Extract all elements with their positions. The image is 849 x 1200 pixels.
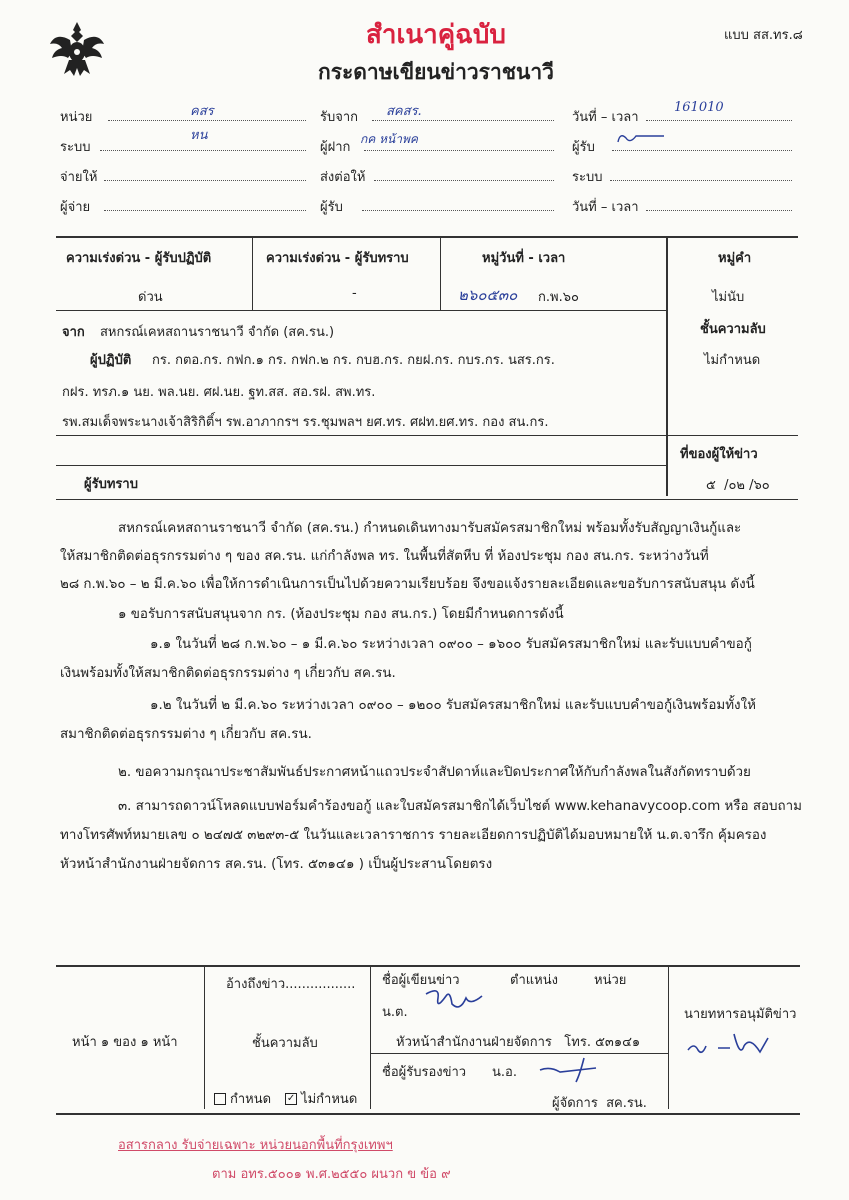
receiver2-label: ผู้รับ: [320, 200, 343, 215]
info-addressees-label: ผู้รับทราบ: [84, 477, 138, 492]
body-p5: ๒. ขอความกรุณาประชาสัมพันธ์ประกาศหน้าแถวประจำสัปดาห์และปิดประกาศให้กับกำลังพลในสังกัดทราบด้วย: [118, 765, 751, 780]
receiver-signature-icon: [614, 130, 674, 148]
body-p1-line-2: ให้สมาชิกติดต่อธุรกรรมต่าง ๆ ของ สค.รน. แก่กำลังพล ทร. ในพื้นที่สัตหีบ ที่ ห้องประชุม กอง สน.กร. ระหว่างวันที่: [60, 549, 709, 564]
body-p3-line-2: เงินพร้อมทั้งให้สมาชิกติดต่อธุรกรรมต่าง ๆ เกี่ยวกับ สค.รน.: [60, 666, 396, 681]
approver-label: นายทหารอนุมัติข่าว: [684, 1007, 797, 1022]
sender-value: กค หน้าพค: [360, 132, 418, 146]
approver-signature-icon: [684, 1028, 774, 1062]
writer-label: ชื่อผู้เขียนข่าว: [382, 973, 460, 988]
from-label: รับจาก: [320, 110, 359, 125]
classification-value: ไม่กำหนด: [704, 353, 761, 368]
writer-position: หัวหน้าสำนักงานฝ่ายจัดการ โทร. ๕๓๑๔๑: [396, 1035, 641, 1050]
writer-unit-label: หน่วย: [594, 973, 627, 988]
certifier-rank: น.อ.: [492, 1065, 517, 1080]
dtg-value: ๒๖๐๕๓๐: [458, 286, 518, 304]
dtg-month: ก.พ.๖๐: [538, 290, 579, 305]
dtg-label: หมู่วันที่ - เวลา: [482, 251, 566, 266]
priority-info-value: -: [352, 286, 357, 301]
page-title: สำเนาคู่ฉบับ: [366, 20, 506, 50]
certifier-signature-icon: [536, 1054, 610, 1084]
checkbox-undefined-label: ไม่กำหนด: [301, 1092, 358, 1107]
footer-classification-label: ชั้นความลับ: [252, 1036, 318, 1051]
group-count-value: ไม่นับ: [712, 290, 745, 305]
body-p1-line-3: ๒๘ ก.พ.๖๐ – ๒ มี.ค.๖๐ เพื่อให้การดำเนินการเป็นไปด้วยความเรียบร้อย จึงขอแจ้งรายละเอียดและขอรับการสนับสนุน ดังนี้: [60, 577, 755, 592]
body-p3-line-1: ๑.๑ ในวันที่ ๒๘ ก.พ.๖๐ – ๑ มี.ค.๖๐ ระหว่างเวลา ๐๙๐๐ – ๑๖๐๐ รับสมัครสมาชิกใหม่ และรับแบบคำขอกู้: [150, 637, 752, 652]
pay-label: จ่ายให้: [60, 170, 98, 185]
writer-signature-icon: [420, 984, 492, 1016]
writer-rank: น.ต.: [382, 1005, 408, 1020]
body-p4-line-2: สมาชิกติดต่อธุรกรรมต่าง ๆ เกี่ยวกับ สค.รน.: [60, 727, 312, 742]
body-p6-line-1: ๓. สามารถดาวน์โหลดแบบฟอร์มคำร้องขอกู้ และใบสมัครสมาชิกได้เว็บไซต์ www.kehanavycoop.com หรือ สอบถาม: [118, 799, 803, 814]
checkbox-undefined[interactable]: ✓: [286, 1092, 296, 1104]
priority-info-label: ความเร่งด่วน - ผู้รับทราบ: [266, 251, 409, 266]
certifier-position: ผู้จัดการ สค.รน.: [552, 1096, 647, 1111]
system-label: ระบบ: [60, 140, 91, 155]
classification-label: ชั้นความลับ: [700, 322, 766, 337]
body-p6-line-2: ทางโทรศัพท์หมายเลข ๐ ๒๔๗๕ ๓๒๙๓-๕ ในวันและเวลาราชการ รายละเอียดการปฏิบัติได้มอบหมายให้ น.ต.จารึก คุ้มครอง: [60, 828, 767, 843]
body-p4-line-1: ๑.๒ ในวันที่ ๒ มี.ค.๖๐ ระหว่างเวลา ๐๙๐๐ – ๑๒๐๐ รับสมัครสมาชิกใหม่ และรับแบบคำขอกู้เงินพร้อมทั้งให้: [150, 698, 756, 713]
page-subtitle: กระดาษเขียนข่าวราชนาวี: [318, 60, 554, 84]
central-message-stamp-line-2: ตาม อทร.๕๐๐๑ พ.ศ.๒๕๕๐ ผนวก ข ข้อ ๙: [212, 1167, 451, 1182]
unit-value: คสร: [190, 104, 214, 119]
payer-label: ผู้จ่าย: [60, 200, 91, 215]
datetime-value: 161010: [674, 100, 724, 115]
priority-action-label: ความเร่งด่วน - ผู้รับปฏิบัติ: [66, 251, 212, 266]
central-message-stamp-line-1: อสารกลาง รับจ่ายเฉพาะ หน่วยนอกพื้นที่กรุงเทพฯ: [118, 1138, 393, 1153]
writer-position-label: ตำแหน่ง: [510, 973, 558, 988]
originator-number-label: ที่ของผู้ให้ข่าว: [680, 447, 758, 462]
receiver-label: ผู้รับ: [572, 140, 595, 155]
body-p2: ๑ ขอรับการสนับสนุนจาก กร. (ห้องประชุม กอง สน.กร.) โดยมีกำหนดการดังนี้: [118, 607, 564, 622]
forward-label: ส่งต่อให้: [320, 170, 366, 185]
group-count-label: หมู่คำ: [718, 251, 752, 266]
form-code: แบบ สส.ทร.๘: [724, 28, 803, 43]
certifier-label: ชื่อผู้รับรองข่าว: [382, 1065, 467, 1080]
checkbox-define-label: กำหนด: [230, 1092, 272, 1107]
from-value: สคสร.: [386, 104, 422, 119]
routing-from-value: สหกรณ์เคหสถานราชนาวี จำกัด (สค.รน.): [100, 325, 335, 340]
originator-number-value: ๕ /๐๒ /๖๐: [706, 478, 770, 493]
sender-label: ผู้ฝาก: [320, 140, 351, 155]
priority-action-value: ด่วน: [138, 290, 163, 305]
routing-from-label: จาก: [62, 325, 85, 340]
system2-label: ระบบ: [572, 170, 603, 185]
reference-label: อ้างถึงข่าว.................: [226, 977, 356, 992]
action-addressees-label: ผู้ปฏิบัติ: [90, 353, 132, 368]
datetime2-label: วันที่ – เวลา: [572, 200, 639, 215]
action-addressees-line-3: รพ.สมเด็จพระนางเจ้าสิริกิติ์ฯ รพ.อาภากรฯ รร.ชุมพลฯ ยศ.ทร. ศฝท.ยศ.ทร. กอง สน.กร.: [62, 415, 549, 430]
garuda-emblem-icon: [48, 18, 106, 82]
system-value: หน: [190, 128, 208, 143]
unit-label: หน่วย: [60, 110, 93, 125]
checkbox-define[interactable]: [214, 1093, 226, 1105]
body-p1-line-1: สหกรณ์เคหสถานราชนาวี จำกัด (สค.รน.) กำหนดเดินทางมารับสมัครสมาชิกใหม่ พร้อมทั้งรับสัญญาเงินกู้และ: [118, 521, 742, 536]
body-p6-line-3: หัวหน้าสำนักงานฝ่ายจัดการ สค.รน. (โทร. ๕๓๑๔๑ ) เป็นผู้ประสานโดยตรง: [60, 857, 493, 872]
action-addressees-line-2: กฝร. ทรภ.๑ นย. พล.นย. ศฝ.นย. ฐท.สส. สอ.รฝ. สพ.ทร.: [62, 385, 376, 400]
action-addressees-line-1: กร. กตอ.กร. กฟก.๑ กร. กฟก.๒ กร. กบฮ.กร. กยฝ.กร. กบร.กร. นสร.กร.: [152, 353, 555, 368]
datetime-label: วันที่ – เวลา: [572, 110, 639, 125]
page-number: หน้า ๑ ของ ๑ หน้า: [72, 1035, 178, 1050]
